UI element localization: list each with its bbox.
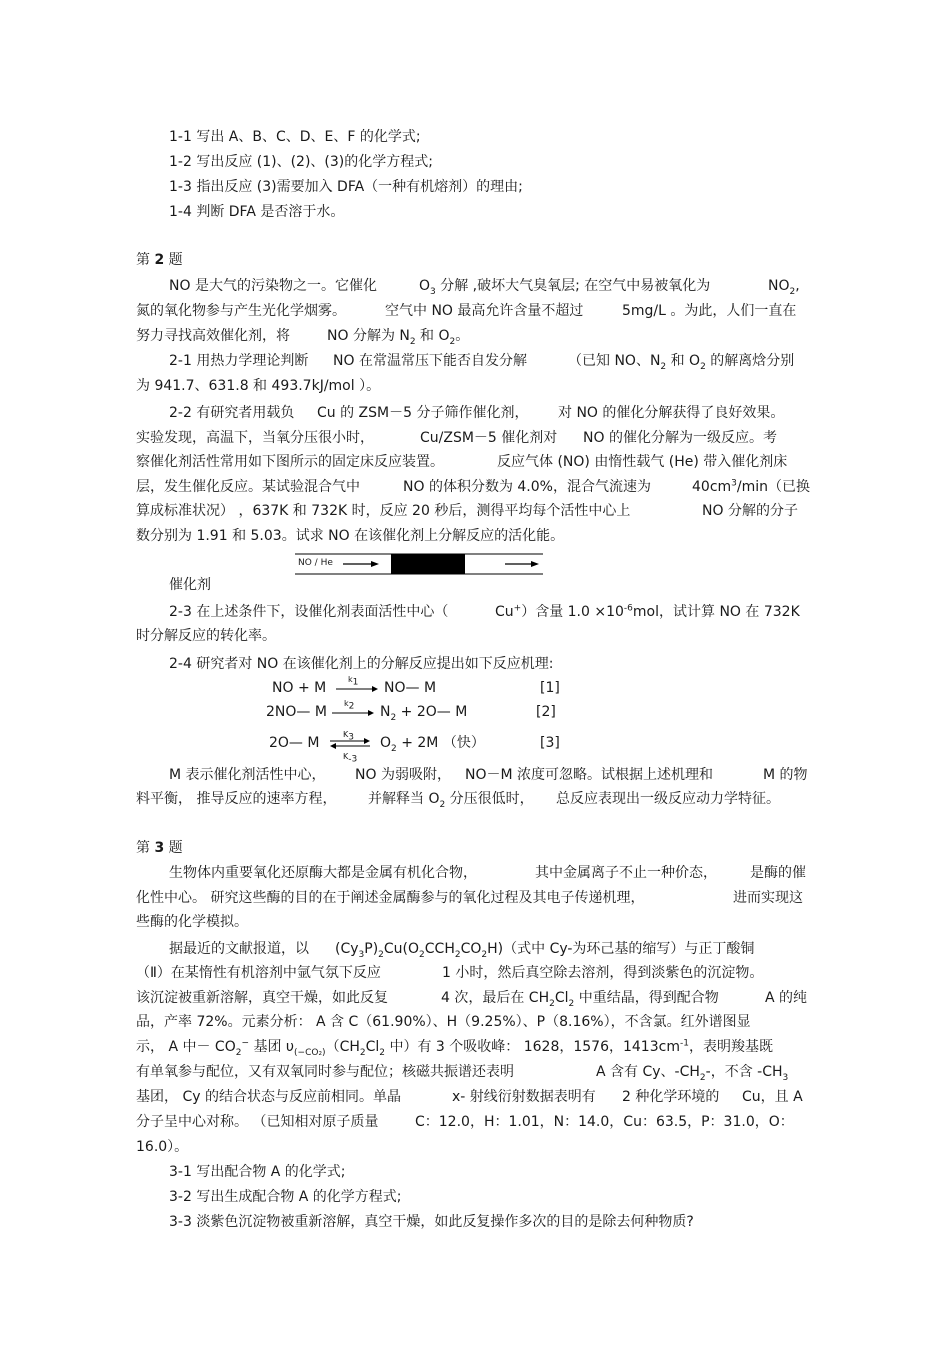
q2-4-tail-line1: M 表示催化剂活性中心， [169,767,326,783]
q1-item-1: 1-1 写出 A、B、C、D、E、F 的化学式; [169,129,421,145]
q2-intro-line3: 努力寻找高效催化剂，将 [136,328,290,344]
q2-4-tail-line1d: M 的物 [763,767,808,783]
q2-intro-line3b: NO 分解为 $N_2$ 和 $O_2$。 [327,328,470,347]
q2-2-line5: 算成标准状况） ，637K 和 732K 时，反应 20 秒后，测得平均每个活性中心上 [136,503,631,519]
q2-2-line1b: Cu 的 ZSM－5 分子筛作催化剂， [317,405,529,421]
fixed-bed-reactor-diagram [295,553,545,575]
q3-line9b: A 含有 Cy、$-CH_2-$，不含 $-CH_3$ [596,1064,789,1083]
q1-item-2: 1-2 写出反应 (1)、(2)、(3)的化学方程式; [169,154,433,170]
q3-line1c: 是酶的催 [750,865,806,881]
q2-intro-line2b: 空气中 NO 最高允许含量不超过 [385,303,584,319]
q3-line5: （Ⅱ）在某惰性有机溶剂中氩气氛下反应 [136,965,381,981]
q2-heading: 第 2 题 [136,252,183,268]
q3-line1b: 其中金属离子不止一种价态， [535,865,717,881]
q2-2-line5b: NO 分解的分子 [702,503,798,519]
q2-intro-line2: 氮的氧化物参与产生光化学烟雾。 [136,303,346,319]
q2-intro-line1: NO 是大气的污染物之一。它催化 [169,278,377,294]
equation-2-right: $N_2$ + 2O— M [380,704,468,723]
q2-intro-line1b: $O_3$ 分解 ,破坏大气臭氧层; 在空气中易被氧化为 [419,278,711,297]
equation-3-number: [3] [540,735,560,751]
q3-line2: 化性中心。 研究这些酶的目的在于阐述金属酶参与的氧化过程及其电子传递机理， [136,890,645,906]
q3-line6e: A 的纯 [765,990,808,1006]
equation-2-left: 2NO— M [266,704,327,720]
q2-1-line2: 为 941.7、631.8 和 493.7kJ/mol ）。 [136,378,381,394]
equation-1-left: NO + M [272,680,327,696]
q3-line2b: 进而实现这 [733,890,803,906]
q2-3-line1b: Cu+）含量 $1.0 \times 10^{-6}mol$，试计算 NO 在 732K [495,603,800,620]
q1-item-4: 1-4 判断 DFA 是否溶于水。 [169,204,345,220]
q2-2-line1c: 对 NO 的催化分解获得了良好效果。 [558,405,785,421]
q1-item-3: 1-3 指出反应 (3)需要加入 DFA（一种有机熔剂）的理由; [169,179,523,195]
q2-4-tail-line1c: NO－M 浓度可忽略。试根据上述机理和 [465,767,714,783]
q3-line5b: 1 小时，然后真空除去溶剂，得到淡紫色的沉淀物。 [442,965,764,981]
q2-2-line1: 2-2 有研究者用载负 [169,405,295,421]
q3-line4b: $(Cy_3P)_2Cu(O_2CCH_2CO_2H)$（式中 Cy-为环己基的缩写）与正丁酸铜 [335,941,755,960]
q2-3-line1: 2-3 在上述条件下，设催化剂表面活性中心（ [169,604,449,620]
q3-line10b: x- 射线衍射数据表明有 [452,1089,596,1105]
q3-line4: 据最近的文献报道，以 [169,941,309,957]
q3-line1: 生物体内重要氧化还原酶大都是金属有机化合物， [169,865,477,881]
equation-1-right: NO— M [384,680,437,696]
q2-intro-line1d: $NO_2$, [768,278,800,297]
q3-item-1: 3-1 写出配合物 A 的化学式; [169,1164,346,1180]
q2-4-tail-line2d: 总反应表现出一级反应动力学特征。 [556,791,780,807]
q2-4-tail-line2: 料平衡， 推导反应的速率方程， [136,791,337,807]
equation-3-arrow: $K_3$ $K_{-3}$ [330,734,370,752]
q3-line6: 该沉淀被重新溶解，真空干燥，如此反复 [136,990,388,1006]
equation-3-left: 2O— M [269,735,320,751]
q2-2-line3: 察催化剂活性常用如下图所示的固定床反应装置。 [136,454,444,470]
q2-2-line2b: Cu/ZSM－5 催化剂对 [420,430,558,446]
q2-2-line4c: $40cm^3/\min$（已换 [692,478,811,495]
q3-line6b: 4 次，最后在 $CH_2Cl_2$ 中重结晶，得到配合物 [441,990,719,1009]
q2-4-tail-line1b: NO 为弱吸附， [355,767,451,783]
q2-4-line1: 2-4 研究者对 NO 在该催化剂上的分解反应提出如下反应机理: [169,656,554,672]
q2-2-line2c: NO 的催化分解为一级反应。考 [583,430,777,446]
q3-line10: 基团， Cy 的结合状态与反应前相同。单晶 [136,1089,401,1105]
q3-heading: 第 3 题 [136,840,183,856]
q2-2-line3b: 反应气体 (NO) 由惰性载气 (He) 带入催化剂床 [497,454,788,470]
q2-4-tail-line2b: 并解释当 $O_2$ 分压很低时， [368,791,534,810]
q2-3-line2: 时分解反应的转化率。 [136,628,276,644]
equation-2-number: [2] [536,704,556,720]
q3-item-3: 3-3 淡紫色沉淀物被重新溶解，真空干燥，如此反复操作多次的目的是除去何种物质? [169,1214,694,1230]
q3-line3: 些酶的化学模拟。 [136,914,248,930]
q3-line12: 16.0）。 [136,1139,189,1155]
q3-item-2: 3-2 写出生成配合物 A 的化学方程式; [169,1189,402,1205]
q3-line7: 品，产率 72%。元素分析： A 含 C（61.90%）、H（9.25%）、P（8.16%），不含氯。红外谱图显 [136,1014,751,1030]
q2-1-line1c: （已知 NO、$N_2$ 和 $O_2$ 的解离焓分别 [568,353,795,372]
q2-2-line2: 实验发现，高温下，当氧分压很小时， [136,430,374,446]
equation-3-right: $O_2 + 2M$ （快） [380,735,485,754]
equation-1-number: [1] [540,680,560,696]
q3-line9: 有单氧参与配位，又有双氧同时参与配位；核磁共振谱还表明 [136,1064,514,1080]
q3-line11b: C：12.0，H：1.01，N：14.0，Cu：63.5，P：31.0，O： [415,1114,794,1130]
diagram-gas-label: NO / He [298,558,333,568]
q2-1-line1b: NO 在常温常压下能否自发分解 [333,353,527,369]
equation-1-arrow: $k_1$ [336,679,378,697]
q2-intro-line2c: 5mg/L 。为此，人们一直在 [622,303,797,319]
q3-line11: 分子呈中心对称。 （已知相对原子质量 [136,1114,379,1130]
equation-2-arrow: $k_2$ [332,703,374,721]
q3-line10c: 2 种化学环境的 [622,1089,720,1105]
q3-line10d: Cu，且 A [742,1089,803,1105]
catalyst-label: 催化剂 [169,577,211,593]
q2-2-line4: 层，发生催化反应。某试验混合气中 [136,479,360,495]
q3-line8: 示， A 中－ $CO_2^-$ 基团 $\upsilon_{(-CO_2)}(CH_2Cl_2$ 中）有 3 个吸收峰： 1628，1576，$1413cm^{-1}$，表明羧基既 [136,1038,773,1058]
q2-2-line4b: NO 的体积分数为 4.0%，混合气流速为 [403,479,651,495]
q2-2-line6: 数分别为 1.91 和 5.03。试求 NO 在该催化剂上分解反应的活化能。 [136,528,565,544]
q2-1-line1: 2-1 用热力学理论判断 [169,353,309,369]
